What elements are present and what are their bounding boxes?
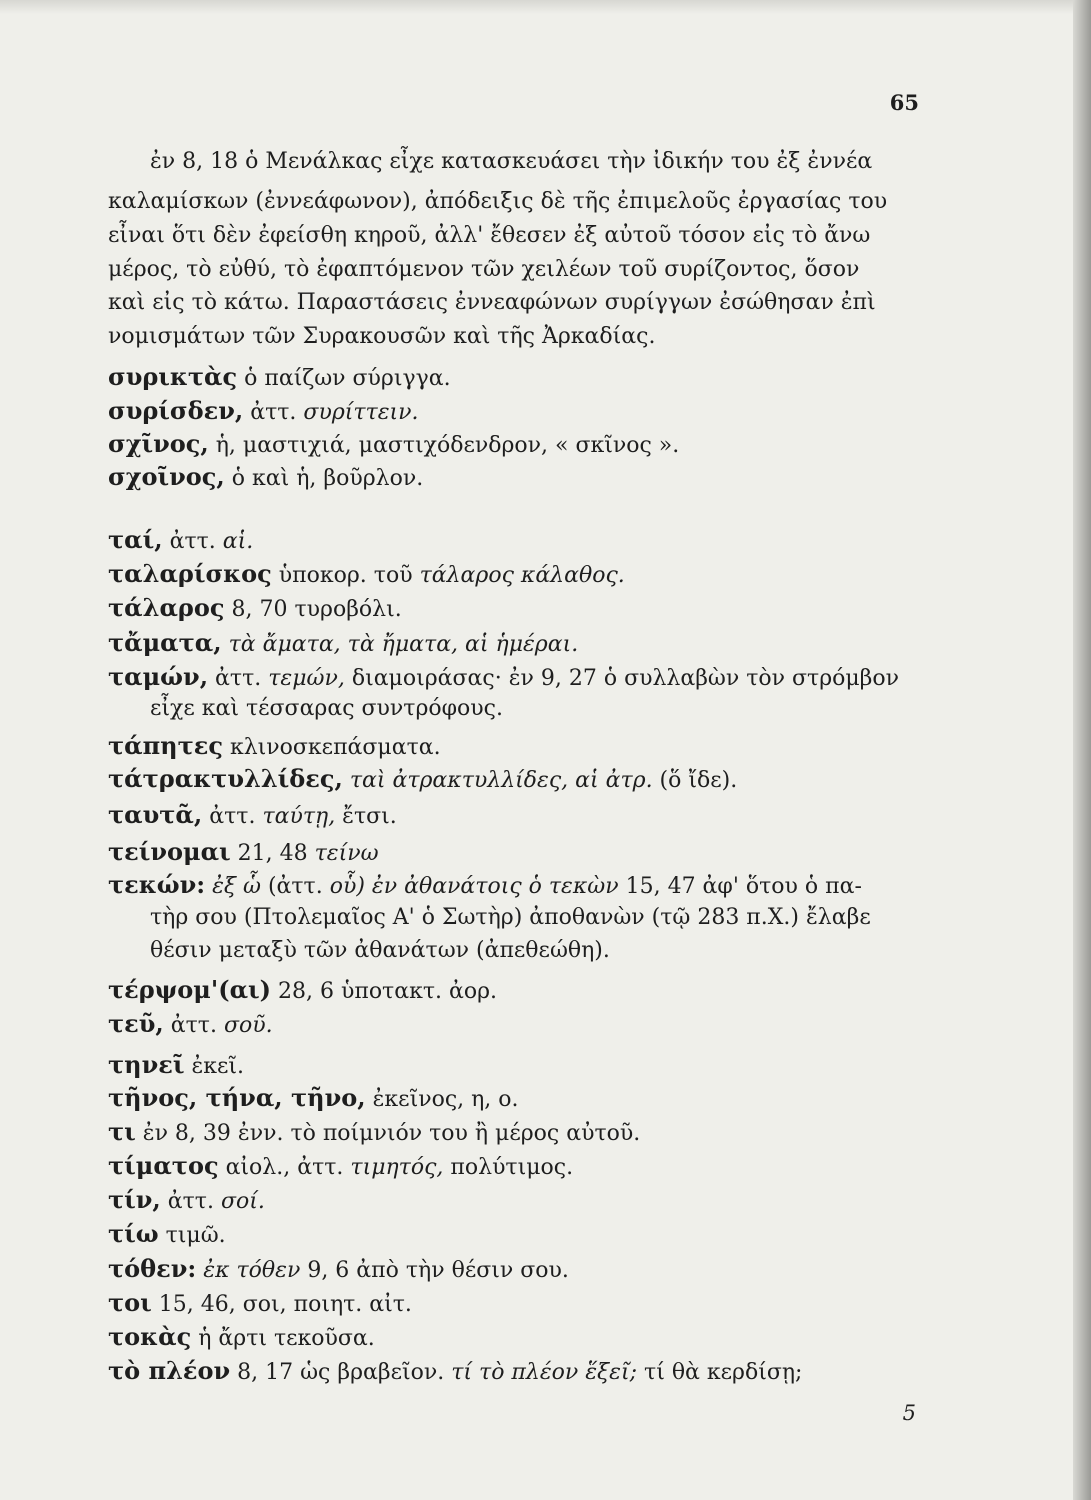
entry-italic: τιμητός,	[350, 1155, 444, 1180]
entry	[108, 462, 424, 491]
entry-italic: σοῦ.	[223, 1013, 273, 1038]
entry-headword: ταυτᾶ,	[108, 800, 203, 829]
entry-text: ἡ, μαστιχιά, μαστιχόδενδρον, « σκῖνος ».	[208, 433, 680, 458]
entry	[108, 731, 441, 760]
paragraph-line: νομισμάτων τῶν Συρακουσῶν καὶ τῆς Ἀρκαδίας.	[108, 324, 656, 349]
entry-headword: συρίσδεν,	[108, 396, 244, 425]
entry-text: ἀττ.	[202, 804, 263, 829]
entry-text: ἀττ.	[162, 529, 223, 554]
entry-italic: τεμών,	[268, 666, 345, 691]
entry	[108, 525, 254, 554]
entry-text: ἔτσι.	[335, 804, 397, 829]
entry-text: (ὅ ἴδε).	[652, 768, 738, 793]
entry	[108, 429, 680, 458]
paragraph-line: εἶναι ὅτι δὲν ἐφείσθη κηροῦ, ἀλλ' ἔθεσεν ἐξ αὐτοῦ τόσον εἰς τὸ ἄνω	[108, 223, 871, 248]
entry-text: (ἀττ.	[260, 874, 330, 899]
entry-italic: οὗ) ἐν ἀθανάτοις ὁ τεκὼν	[329, 874, 619, 899]
entry-italic: ταὶ ἀτρακτυλλίδες, αἱ ἀτρ.	[342, 768, 653, 793]
entry-text: ἐκεῖ.	[184, 1054, 245, 1079]
page-edge	[1073, 0, 1091, 1500]
entry-headword: ταί,	[108, 525, 163, 554]
entry-text: κλινοσκεπάσματα.	[222, 735, 441, 760]
entry-text: 15, 47 ἀφ' ὅτου ὁ πα-	[618, 874, 862, 899]
entry-headword: τείνομαι	[108, 837, 231, 866]
entry	[108, 837, 379, 866]
entry-headword: τίω	[108, 1219, 159, 1248]
paragraph-line: καὶ εἰς τὸ κάτω. Παραστάσεις ἐννεαφώνων συρίγγων ἐσώθησαν ἐπὶ	[108, 290, 876, 315]
entry	[108, 362, 451, 391]
entry-headword: τηνεῖ	[108, 1050, 185, 1079]
entry-headword: τἄματα,	[108, 628, 222, 657]
entry	[108, 1254, 569, 1283]
paragraph-line: ἐν 8, 18 ὁ Μενάλκας εἶχε κατασκευάσει τὴν ἰδικήν του ἐξ ἐννέα	[150, 149, 873, 174]
entry	[108, 800, 397, 829]
entry-text: 8, 70 τυροβόλι.	[224, 597, 402, 622]
entry-headword: συρικτὰς	[108, 362, 238, 391]
entry-italic: τείνω	[314, 841, 379, 866]
entry	[108, 1009, 273, 1038]
entry	[108, 1185, 265, 1214]
entry	[108, 870, 862, 899]
entry-text: ὁ παίζων σύριγγα.	[237, 366, 451, 391]
entry-italic: σοί.	[220, 1189, 265, 1214]
entry-italic: τί τὸ πλέον ἕξεῖ;	[451, 1360, 638, 1385]
entry-italic: ἐκ τόθεν	[196, 1258, 301, 1283]
entry-text: ἀττ.	[208, 666, 269, 691]
entry-headword: τίματος	[108, 1151, 219, 1180]
paragraph-line: καλαμίσκων (ἐννεάφωνον), ἀπόδειξις δὲ τῆς ἐπιμελοῦς ἐργασίας του	[108, 189, 888, 214]
page-top-shadow	[0, 0, 1091, 14]
entry-text: 15, 46, σοι, ποιητ. αἰτ.	[151, 1292, 412, 1317]
entry-italic: τὰ ἄματα, τὰ ἤματα, αἱ ἡμέραι.	[221, 632, 579, 657]
entry-headword: σχοῖνος,	[108, 462, 225, 491]
entry	[108, 1288, 412, 1317]
entry-headword: τάπητες	[108, 731, 223, 760]
entry-italic: τάλαρος κάλαθος.	[419, 563, 625, 588]
entry-headword: τάλαρος	[108, 593, 225, 622]
entry	[108, 1050, 245, 1079]
entry	[108, 559, 625, 588]
entry-headword: τίν,	[108, 1185, 161, 1214]
entry-text: ἐκεῖνος, η, ο.	[365, 1087, 519, 1112]
entry	[108, 628, 579, 657]
entry-text: 28, 6 ὑποτακτ. ἀορ.	[271, 979, 498, 1004]
entry-text: ἀττ.	[163, 1013, 224, 1038]
footer-signature: 5	[902, 1401, 916, 1425]
entry-headword: ταλαρίσκος	[108, 559, 272, 588]
entry-headword: τάτρακτυλλίδες,	[108, 764, 343, 793]
entry	[108, 1117, 641, 1146]
entry-italic: αἱ.	[222, 529, 254, 554]
entry-continuation: τὴρ σου (Πτολεμαῖος Α' ὁ Σωτὴρ) ἀποθανὼν (τῷ 283 π.Χ.) ἔλαβε	[150, 905, 871, 930]
entry-italic: ἐξ ὧ	[205, 874, 261, 899]
entry-text: ἀττ.	[160, 1189, 221, 1214]
entry-text: τί θὰ κερδίσῃ;	[637, 1360, 803, 1385]
entry	[108, 1083, 519, 1112]
entry	[108, 1151, 574, 1180]
entry-text: τιμῶ.	[158, 1223, 226, 1248]
entry-text: 8, 17 ὡς βραβεῖον.	[230, 1360, 452, 1385]
entry-italic: ταύτῃ,	[262, 804, 336, 829]
entry-text: ἀττ.	[243, 400, 304, 425]
entry-headword: τέρψομ'(αι)	[108, 975, 272, 1004]
entry-headword: τεκών:	[108, 870, 206, 899]
entry-headword: τι	[108, 1117, 136, 1146]
entry-italic: συρίττειν.	[303, 400, 419, 425]
entry-text: 9, 6 ἀπὸ τὴν θέσιν σου.	[300, 1258, 569, 1283]
entry	[108, 975, 498, 1004]
entry-headword: τὸ πλέον	[108, 1356, 231, 1385]
entry-continuation: θέσιν μεταξὺ τῶν ἀθανάτων (ἀπεθεώθη).	[150, 938, 610, 963]
entry-text: ἡ ἄρτι τεκοῦσα.	[191, 1326, 375, 1351]
entry-headword: ταμών,	[108, 662, 209, 691]
entry-headword: τεῦ,	[108, 1009, 164, 1038]
entry-text: 21, 48	[230, 841, 315, 866]
entry-continuation: εἶχε καὶ τέσσαρας συντρόφους.	[150, 696, 503, 721]
entry-text: ὑποκορ. τοῦ	[271, 563, 420, 588]
entry	[108, 396, 419, 425]
entry	[108, 1219, 226, 1248]
entry	[108, 764, 738, 793]
entry-text: αἰολ., ἀττ.	[218, 1155, 351, 1180]
entry-text: ὁ καὶ ἡ, βοῦρλον.	[224, 466, 424, 491]
page-number: 65	[889, 90, 919, 115]
entry-headword: σχῖνος,	[108, 429, 209, 458]
entry-headword: τόθεν:	[108, 1254, 197, 1283]
entry-headword: τοκὰς	[108, 1322, 192, 1351]
entry-text: ἐν 8, 39 ἐνν. τὸ ποίμνιόν του ἢ μέρος αὐτοῦ.	[135, 1121, 641, 1146]
entry-text: πολύτιμος.	[443, 1155, 574, 1180]
entry-text: διαμοιράσας· ἐν 9, 27 ὁ συλλαβὼν τὸν στρόμβον	[344, 666, 900, 691]
entry-headword: τοι	[108, 1288, 152, 1317]
entry	[108, 1322, 375, 1351]
entry	[108, 662, 900, 691]
entry-headword: τῆνος, τήνα, τῆνο,	[108, 1083, 366, 1112]
entry	[108, 593, 402, 622]
paragraph-line: μέρος, τὸ εὐθύ, τὸ ἐφαπτόμενον τῶν χειλέων τοῦ συρίζοντος, ὅσον	[108, 257, 860, 282]
entry	[108, 1356, 803, 1385]
